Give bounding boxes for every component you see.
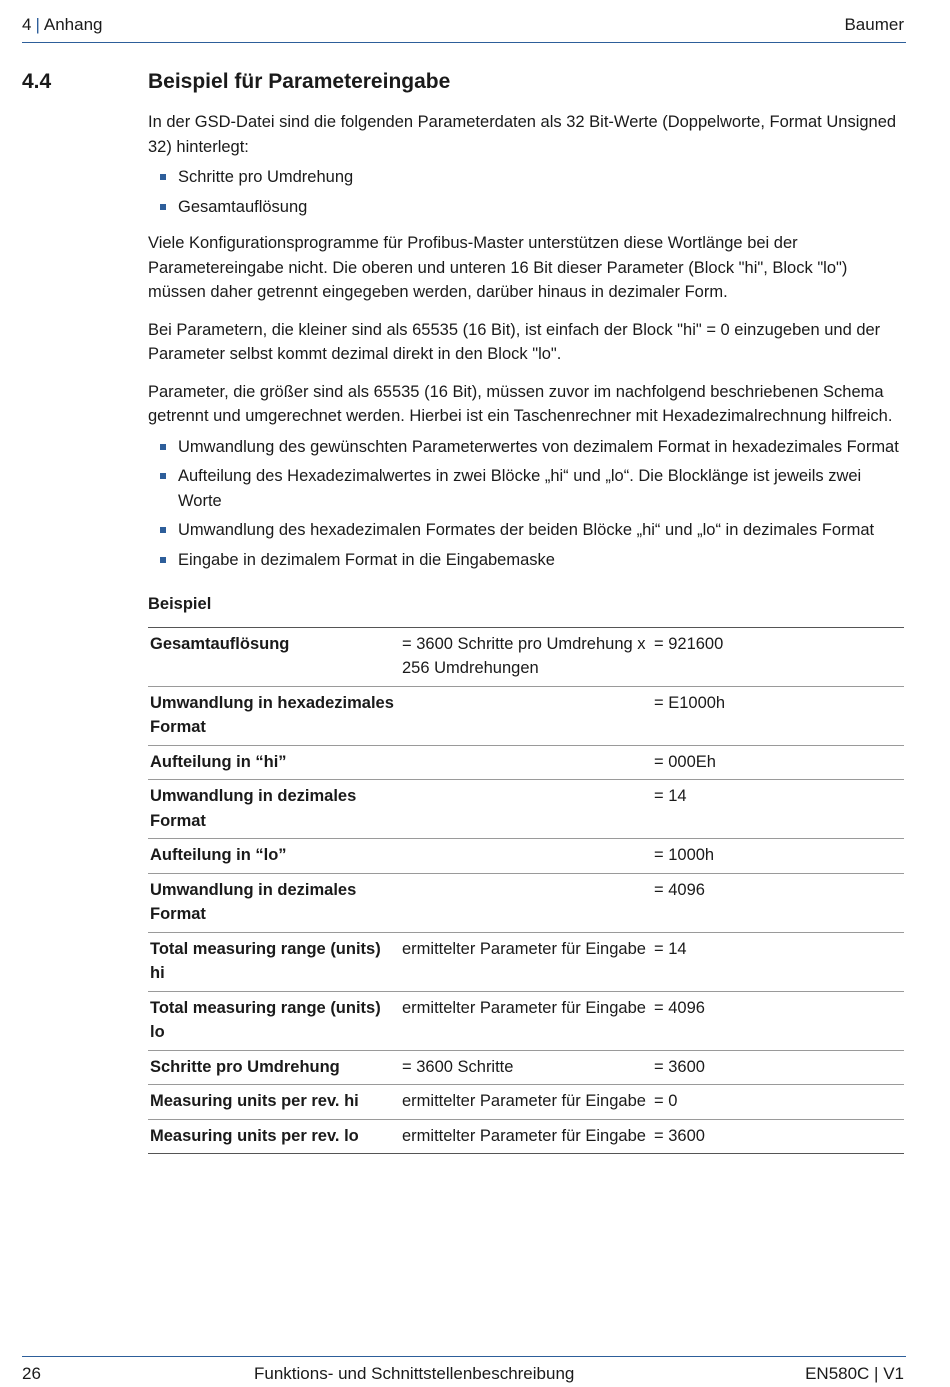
table-cell-description: = 3600 Schritte pro Umdrehung x 256 Umdrehungen xyxy=(400,627,652,686)
table-cell-value: = 14 xyxy=(652,932,904,991)
table-cell-value: = 921600 xyxy=(652,627,904,686)
list-item xyxy=(148,195,904,220)
list-item xyxy=(148,435,904,460)
list-item-text: Eingabe in dezimalem Format in die Eingabemaske xyxy=(178,550,555,569)
chapter-number: 4 xyxy=(22,15,32,34)
table-row xyxy=(148,1050,904,1085)
list-item-text: Umwandlung des hexadezimalen Formates der beiden Blöcke „hi“ und „lo“ in dezimales Format xyxy=(178,521,875,539)
page-header xyxy=(22,14,906,43)
table-row xyxy=(148,627,904,686)
list-item-text: Aufteilung des Hexadezimalwertes in zwei Blöcke „hi“ und „lo“. Die Blocklänge ist jeweils zwei Worte xyxy=(178,467,862,510)
paragraph-intro: In der GSD-Datei sind die folgenden Parameterdaten als 32 Bit-Werte (Doppelworte, Format Unsigned 32) hinterlegt: xyxy=(148,113,897,156)
table-cell-description xyxy=(400,839,652,874)
table-row xyxy=(148,1085,904,1120)
table-cell-label: Total measuring range (units) hi xyxy=(148,932,400,991)
table-cell-label: Aufteilung in “lo” xyxy=(148,839,400,874)
list-item xyxy=(148,548,904,573)
list-item xyxy=(148,464,904,513)
table-cell-description: ermittelter Parameter für Eingabe xyxy=(400,1085,652,1120)
table-cell-description: ermittelter Parameter für Eingabe xyxy=(400,991,652,1050)
table-cell-description xyxy=(400,686,652,745)
example-table xyxy=(148,627,904,1155)
table-cell-value: = E1000h xyxy=(652,686,904,745)
parameter-list xyxy=(148,165,904,219)
header-separator: | xyxy=(35,15,40,34)
procedure-list xyxy=(148,435,904,573)
paragraph-large-params: Parameter, die größer sind als 65535 (16 Bit), müssen zuvor im nachfolgend beschriebenen Schema getrennt und umgerechnet werden. Hierbei ist ein Taschenrechner mit Hexadezimalrechnung hilfreich. xyxy=(148,382,893,425)
table-row xyxy=(148,780,904,839)
page-number: 26 xyxy=(22,1364,41,1383)
table-cell-label: Aufteilung in “hi” xyxy=(148,745,400,780)
table-cell-value: = 000Eh xyxy=(652,745,904,780)
page-footer xyxy=(22,1356,906,1387)
table-cell-value: = 3600 xyxy=(652,1050,904,1085)
table-cell-label: Gesamtauflösung xyxy=(148,627,400,686)
table-cell-description: ermittelter Parameter für Eingabe xyxy=(400,932,652,991)
table-row xyxy=(148,686,904,745)
table-cell-value: = 4096 xyxy=(652,873,904,932)
main-content xyxy=(148,110,904,1154)
table-cell-label: Umwandlung in hexadezimales Format xyxy=(148,686,400,745)
bullet-icon xyxy=(160,174,166,180)
table-cell-description xyxy=(400,780,652,839)
list-item-text: Gesamtauflösung xyxy=(178,197,308,216)
table-cell-label: Schritte pro Umdrehung xyxy=(148,1050,400,1085)
table-cell-value: = 1000h xyxy=(652,839,904,874)
table-cell-label: Umwandlung in dezimales Format xyxy=(148,873,400,932)
table-cell-description xyxy=(400,745,652,780)
section-title: Beispiel für Parametereingabe xyxy=(148,70,451,93)
bullet-icon xyxy=(160,473,166,479)
table-cell-value: = 0 xyxy=(652,1085,904,1120)
table-row xyxy=(148,745,904,780)
header-chapter xyxy=(22,14,103,36)
example-heading: Beispiel xyxy=(148,595,212,613)
table-row xyxy=(148,1119,904,1154)
list-item-text: Umwandlung des gewünschten Parameterwertes von dezimalem Format in hexadezimales Format xyxy=(178,437,899,456)
bullet-icon xyxy=(160,204,166,210)
list-item xyxy=(148,165,904,190)
table-cell-label: Measuring units per rev. hi xyxy=(148,1085,400,1120)
bullet-icon xyxy=(160,444,166,450)
table-cell-value: = 4096 xyxy=(652,991,904,1050)
table-cell-description: ermittelter Parameter für Eingabe xyxy=(400,1119,652,1154)
bullet-icon xyxy=(160,557,166,563)
document-title: Funktions- und Schnittstellenbeschreibung xyxy=(254,1364,575,1383)
table-row xyxy=(148,932,904,991)
bullet-icon xyxy=(160,527,166,533)
table-cell-label: Total measuring range (units) lo xyxy=(148,991,400,1050)
table-cell-value: = 14 xyxy=(652,780,904,839)
table-cell-value: = 3600 xyxy=(652,1119,904,1154)
paragraph-config: Viele Konfigurationsprogramme für Profibus-Master unterstützen diese Wortlänge bei der Parametereingabe nicht. Die oberen und unteren 16 Bit dieser Parameter (Block "hi", Block "lo") müssen daher getrennt eingegeben werden, darüber hinaus in dezimaler Form. xyxy=(148,234,848,301)
section-number: 4.4 xyxy=(22,70,52,93)
chapter-title: Anhang xyxy=(43,15,103,34)
table-row xyxy=(148,839,904,874)
table-row xyxy=(148,873,904,932)
table-cell-description xyxy=(400,873,652,932)
table-cell-description: = 3600 Schritte xyxy=(400,1050,652,1085)
table-cell-label: Umwandlung in dezimales Format xyxy=(148,780,400,839)
table-cell-label: Measuring units per rev. lo xyxy=(148,1119,400,1154)
list-item xyxy=(148,518,904,543)
paragraph-small-params: Bei Parametern, die kleiner sind als 65535 (16 Bit), ist einfach der Block "hi" = 0 einzugeben und der Parameter selbst kommt dezimal direkt in den Block "lo". xyxy=(148,320,881,363)
brand-name: Baumer xyxy=(844,15,904,34)
document-id: EN580C | V1 xyxy=(805,1364,904,1383)
table-row xyxy=(148,991,904,1050)
list-item-text: Schritte pro Umdrehung xyxy=(178,168,354,186)
